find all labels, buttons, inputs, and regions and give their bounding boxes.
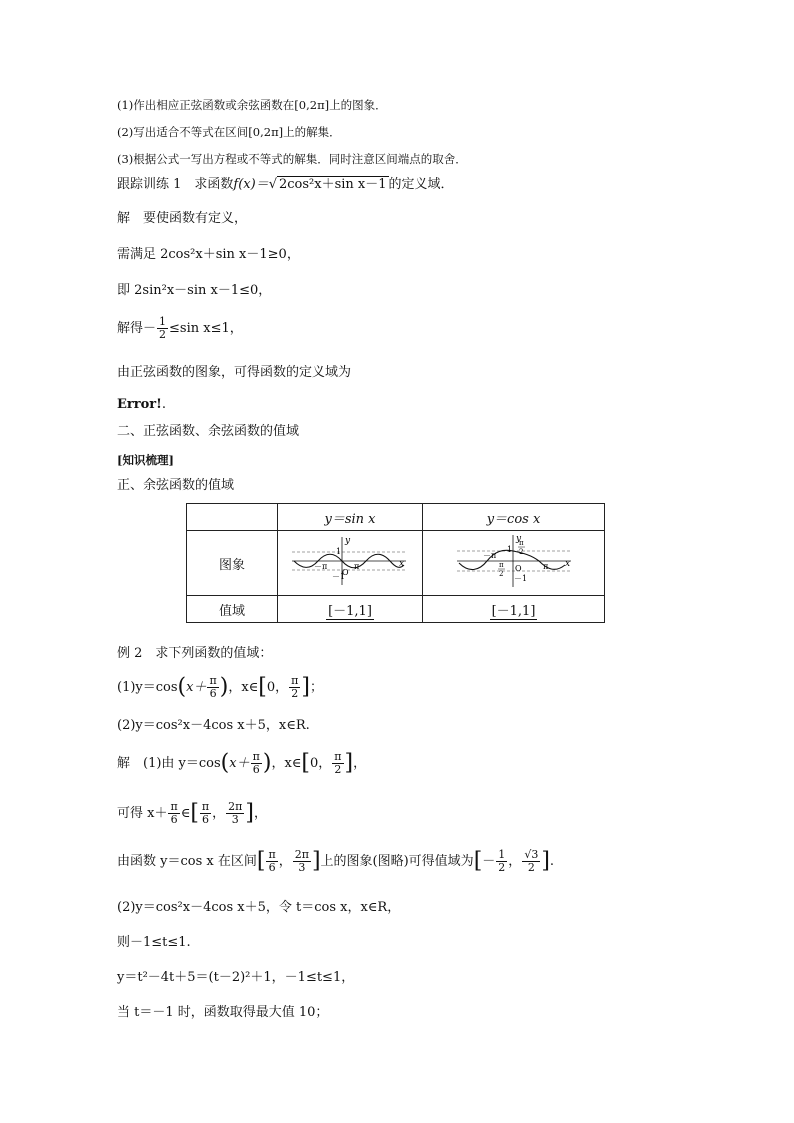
practice-problem: 跟踪训练 1 求函数f(x)＝√ 2cos²x＋sin x－1 的定义域． <box>117 177 454 192</box>
sin-graph-cell <box>278 531 423 596</box>
s2l3-comma: ， <box>278 854 292 869</box>
cos-graph <box>423 531 604 591</box>
table-row-range-label: 值域 <box>187 596 278 623</box>
lparen: ( <box>177 674 187 700</box>
table-row-graph-label: 图象 <box>187 531 278 596</box>
error-text: Error! <box>117 397 162 412</box>
fraction <box>207 675 218 700</box>
sol1-line5: 由正弦函数的图象，可得函数的定义域为 <box>117 365 352 380</box>
denominator: 2 <box>527 861 535 874</box>
sol1-line4 <box>117 316 243 341</box>
p1-zero: 0， <box>266 680 289 695</box>
s2l2-prefix: 可得 x＋ <box>117 806 168 821</box>
rparen: ) <box>219 674 229 700</box>
x-label: x <box>399 559 405 569</box>
origin-label: O <box>515 564 522 573</box>
numerator: π <box>334 750 342 763</box>
cos-graph-cell <box>423 531 605 596</box>
fraction <box>251 751 262 776</box>
fraction <box>289 675 300 700</box>
s2l3-prefix: 由函数 y＝cos x 在区间 <box>117 854 257 869</box>
period: . <box>161 397 166 412</box>
s2l3-minus: － <box>482 854 496 869</box>
pi-label: π <box>354 562 360 571</box>
numerator: π <box>209 674 217 687</box>
fraction <box>293 849 311 874</box>
sol2-line4: (2)y＝cos²x－4cos x＋5，令 t＝cos x，x∈R， <box>117 900 401 915</box>
denominator: 2 <box>159 328 167 341</box>
origin-label: O <box>342 568 349 577</box>
sol1-line1: 解 要使函数有定义， <box>117 211 248 226</box>
sol2-line5: 则－1≤t≤1. <box>117 935 191 950</box>
denominator: 2 <box>334 763 342 776</box>
sol1-line3: 即 2sin²x－sin x－1≤0， <box>117 283 272 298</box>
rparen: ) <box>262 750 272 776</box>
table-corner <box>187 504 278 531</box>
example-part1 <box>117 675 323 700</box>
numerator: √3 <box>524 848 539 861</box>
numerator: 2π <box>294 848 309 861</box>
s2l3-comma2: ， <box>508 854 522 869</box>
lbracket: [ <box>190 800 199 826</box>
cos-range: [－1,1] <box>491 603 536 619</box>
s2l3-end: . <box>549 854 555 869</box>
one-label: 1 <box>336 547 342 556</box>
p1-x: x＋ <box>186 680 207 695</box>
step-1: (1)作出相应正弦函数或余弦函数在[0,2π]上的图象． <box>117 98 387 112</box>
neg-pi-label: －π <box>314 562 328 571</box>
numerator: 1 <box>159 315 167 328</box>
half-pi-num: π <box>519 539 524 547</box>
rbracket: ] <box>541 848 550 874</box>
y-label: y <box>345 536 351 546</box>
sin-graph <box>278 531 422 591</box>
practice-tail: 的定义域． <box>388 177 454 192</box>
numerator: π <box>291 674 299 687</box>
numerator: 2π <box>228 800 243 813</box>
fraction <box>157 316 168 341</box>
lbracket: [ <box>256 848 266 874</box>
p1-end: ； <box>309 680 323 695</box>
half-pi-den: 2 <box>519 548 524 556</box>
pi-label: π <box>543 562 549 571</box>
s2l2-comma: ， <box>212 806 226 821</box>
cos-range-cell <box>423 596 605 623</box>
numerator: π <box>252 750 260 763</box>
practice-radicand: 2cos²x＋sin x－1 <box>279 177 387 192</box>
sol1-l4a: 解得－ <box>117 321 157 336</box>
header-cos-text: y＝cos x <box>486 511 541 527</box>
x-label: x <box>565 559 571 569</box>
sol1-line2: 需满足 2cos²x＋sin x－1≥0， <box>117 247 300 262</box>
section-sub: 正、余弦函数的值域 <box>117 478 235 493</box>
sol1-line6 <box>117 397 166 413</box>
sol2-line1 <box>117 751 366 776</box>
s2l1-prefix: 解 (1)由 y＝cos <box>117 756 221 771</box>
denominator: 6 <box>209 687 217 700</box>
fraction <box>200 801 211 826</box>
sin-range-cell <box>278 596 423 623</box>
denominator: 6 <box>202 813 210 826</box>
denominator: 6 <box>252 763 260 776</box>
practice-label: 跟踪训练 1 求函数 <box>117 177 234 192</box>
sol2-line7: 当 t＝－1 时，函数取得最大值 10； <box>117 1005 329 1020</box>
s2l2-in: ∈ <box>180 806 191 821</box>
sol2-line2 <box>117 801 267 826</box>
sol2-line6: y＝t²－4t＋5＝(t－2)²＋1，－1≤t≤1， <box>117 970 355 985</box>
denominator: 2 <box>291 687 299 700</box>
fraction <box>266 849 277 874</box>
lbracket: [ <box>301 750 310 776</box>
rbracket: ] <box>245 800 254 826</box>
s2l1-x: x＋ <box>229 756 250 771</box>
header-sin-text: y＝sin x <box>324 511 376 527</box>
s2l2-end: ， <box>254 806 268 821</box>
fraction <box>226 801 244 826</box>
y-label: y <box>516 534 522 544</box>
numerator: π <box>268 848 276 861</box>
numerator: 1 <box>498 848 506 861</box>
numerator: π <box>170 800 178 813</box>
one-label: 1 <box>507 545 513 554</box>
denominator: 6 <box>170 813 178 826</box>
fraction <box>332 751 343 776</box>
neg-pi-label: －π <box>483 551 497 560</box>
section-heading: 二、正弦函数、余弦函数的值域 <box>117 424 300 439</box>
rbracket: ] <box>301 674 310 700</box>
fraction <box>168 801 179 826</box>
lbracket: [ <box>258 674 267 700</box>
range-table <box>186 503 605 623</box>
step-3: (3)根据公式一写出方程或不等式的解集．同时注意区间端点的取舍． <box>117 152 467 166</box>
practice-fx: f(x)＝ <box>233 177 269 192</box>
table-header-sin <box>278 504 423 531</box>
s2l1-in: ，x∈ <box>271 756 302 771</box>
denominator: 6 <box>268 861 276 874</box>
lparen: ( <box>220 750 230 776</box>
table-header-cos <box>423 504 605 531</box>
fraction <box>522 849 540 874</box>
neg-one-label: －1 <box>514 574 528 583</box>
neg-half-pi-num: π <box>499 561 504 569</box>
sol1-l4b: ≤sin x≤1， <box>169 321 243 336</box>
rbracket: ] <box>311 848 321 874</box>
s2l1-zero: 0， <box>310 756 332 771</box>
example-part2: (2)y＝cos²x－4cos x＋5，x∈R. <box>117 718 310 733</box>
example-title: 例 2 求下列函数的值域： <box>117 646 273 661</box>
section-tag: [知识梳理] <box>117 453 174 467</box>
denominator: 3 <box>231 813 239 826</box>
numerator: π <box>201 800 210 813</box>
step-2: (2)写出适合不等式在区间[0,2π]上的解集． <box>117 125 341 139</box>
sin-range: [－1,1] <box>328 603 372 619</box>
p1-prefix: (1)y＝cos <box>117 680 178 695</box>
neg-half-pi-den: 2 <box>499 570 504 578</box>
denominator: 2 <box>498 861 506 874</box>
p1-in: ，x∈ <box>228 680 259 695</box>
s2l3-mid: 上的图象(图略)可得值域为 <box>320 854 474 869</box>
sol2-line3 <box>117 849 554 874</box>
s2l1-end: ， <box>353 756 367 771</box>
rbracket: ] <box>344 750 354 776</box>
denominator: 3 <box>298 861 306 874</box>
fraction <box>496 849 507 874</box>
lbracket: [ <box>473 848 483 874</box>
neg-one-label: －1 <box>332 572 346 581</box>
